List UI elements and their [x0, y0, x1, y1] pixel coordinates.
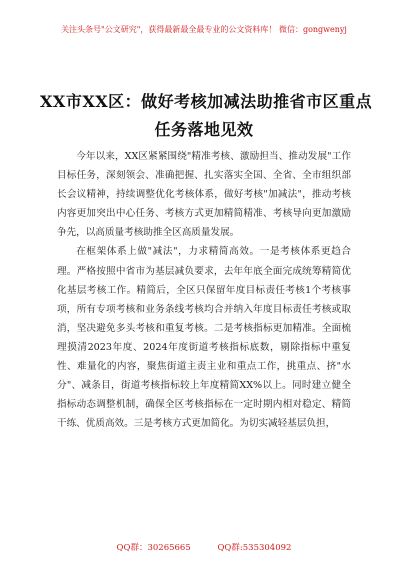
- title-line-1: XX市XX区：做好考核加减法助推省市区重点: [40, 92, 373, 111]
- paragraph: 在框架体系上做"减法"，力求精简高效。一是考核体系更趋合理。严格按照中省市为基层减负要求，去年年底全面完成统筹精简优化基层考核工作。精简后，全区只保留年度目标责任考核1个考核事项，所有专项考核和业务条线考核均合并纳入年度目标责任考核或取消，坚决避免多头考核和重复考核。二是考核指标更加精准。全面梳理摸清2023年度、2024年度街道考核指标底数，剔除指标中重复性、难量化的内容，聚焦街道主责主业和重点工作，挑重点、挤"水分"、减条目，街道考核指标较上年度精简XX%以上。同时建立健全指标动态调整机制，确保全区考核指标在一定时期内相对稳定、精简干练、优质高效。三是考核方式更加简化。为切实减轻基层负担，: [57, 246, 351, 430]
- document-body: [57, 147, 351, 433]
- qq-group-1: QQ群：30265665: [116, 543, 191, 553]
- promo-banner: 关注头条号"公文研究"，获得最新最全最专业的公文资料库！ 微信：gongwenyj: [61, 25, 347, 34]
- qq-group-2: QQ群:535304092: [217, 543, 292, 553]
- document-title: [40, 88, 373, 144]
- paragraph: 今年以来，XX区紧紧围绕"精准考核、激励担当、推动发展"工作目标任务，深刻领会、准确把握、扎实落实全国、全省、全市组织部长会议精神，持续调整优化考核体系，做好考核"加减法"，推动考核内容更加突出中心任务、考核方式更加精简精准、考核导向更加激励争先，以高质量考核助推全区高质量发展。: [57, 151, 351, 239]
- title-line-2: 任务落地见效: [154, 120, 254, 139]
- footer-contact: [0, 541, 408, 553]
